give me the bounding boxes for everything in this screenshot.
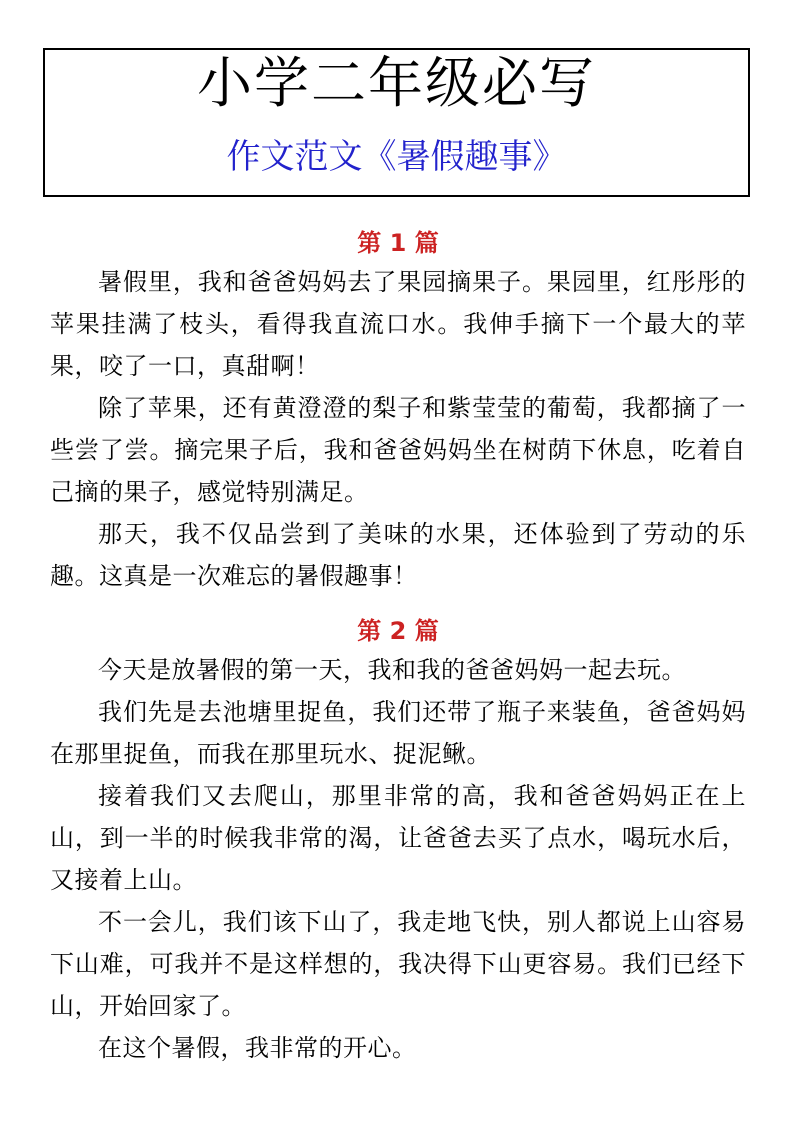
essay-1-heading: 第 1 篇 — [357, 229, 439, 257]
page-subtitle: 作文范文《暑假趣事》 — [226, 139, 567, 176]
essay-paragraph: 在这个暑假，我非常的开心。 — [98, 1034, 417, 1062]
essay-paragraph: 我们先是去池塘里捉鱼，我们还带了瓶子来装鱼，爸爸妈妈在那里捉鱼，而我在那里玩水、捉泥鳅。 — [50, 698, 746, 768]
essay-paragraph: 今天是放暑假的第一天，我和我的爸爸妈妈一起去玩。 — [98, 656, 686, 684]
essay-2-heading: 第 2 篇 — [357, 617, 439, 645]
essay-paragraph: 接着我们又去爬山，那里非常的高，我和爸爸妈妈正在上山，到一半的时候我非常的渴，让爸爸去买了点水，喝玩水后，又接着上山。 — [50, 782, 746, 894]
document-content — [0, 197, 793, 1069]
essay-paragraph: 暑假里，我和爸爸妈妈去了果园摘果子。果园里，红彤彤的苹果挂满了枝头，看得我直流口水。我伸手摘下一个最大的苹果，咬了一口，真甜啊！ — [50, 268, 746, 380]
essay-section-1 — [50, 230, 746, 597]
essay-paragraph: 不一会儿，我们该下山了，我走地飞快，别人都说上山容易下山难，可我并不是这样想的，我决得下山更容易。我们已经下山，开始回家了。 — [50, 908, 746, 1020]
essay-section-2 — [50, 618, 746, 1069]
essay-paragraph: 除了苹果，还有黄澄澄的梨子和紫莹莹的葡萄，我都摘了一些尝了尝。摘完果子后，我和爸爸妈妈坐在树荫下休息，吃着自己摘的果子，感觉特别满足。 — [50, 394, 746, 506]
header-box — [43, 48, 750, 197]
page-title: 小学二年级必写 — [196, 53, 596, 114]
essay-paragraph: 那天，我不仅品尝到了美味的水果，还体验到了劳动的乐趣。这真是一次难忘的暑假趣事！ — [50, 520, 746, 590]
